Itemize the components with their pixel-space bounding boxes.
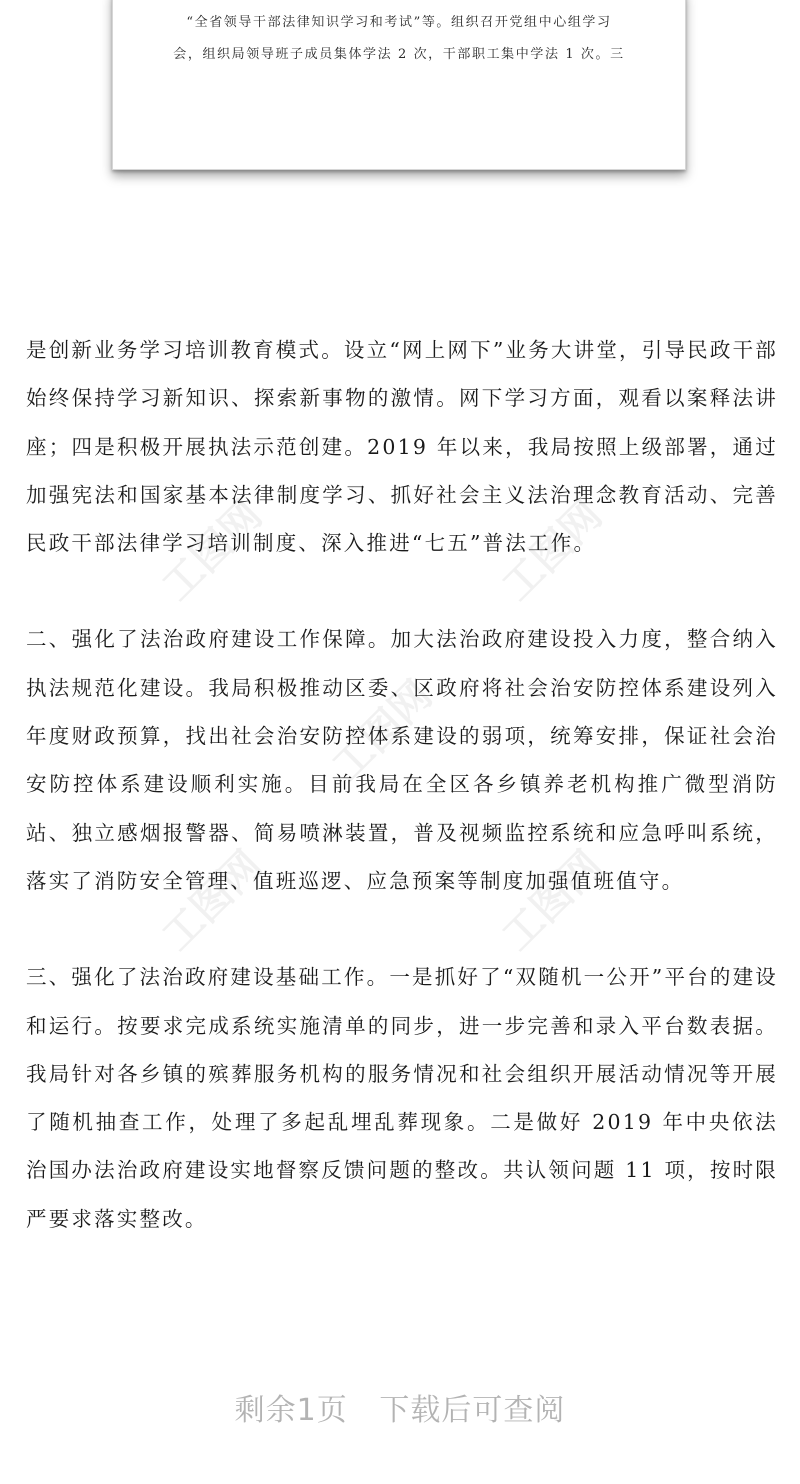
paragraph: 二、强化了法治政府建设工作保障。加大法治政府建设投入力度，整合纳入执法规范化建设。我局积极推动区委、区政府将社会治安防控体系建设列入年度财政预算，找出社会治安防控体系建设的弱项，统筹安排，保证社会治安防控体系建设顺利实施。目前我局在全区各乡镇养老机构推广微型消防站、独立感烟报警器、简易喷淋装置，普及视频监控系统和应急呼叫系统，落实了消防安全管理、值班巡逻、应急预案等制度加强值班值守。 — [26, 627, 778, 893]
paragraph: 是创新业务学习培训教育模式。设立“网上网下”业务大讲堂，引导民政干部始终保持学习新知识、探索新事物的激情。网下学习方面，观看以案释法讲座；四是积极开展执法示范创建。2019 年以来，我局按照上级部署，通过加强宪法和国家基本法律制度学习、抓好社会主义法治理念教育活动、完善民政干部法律学习培训制度、深入推进“七五”普法工作。 — [26, 338, 778, 556]
watermark: 工图网 — [493, 842, 612, 960]
preview-line-2: 会，组织局领导班子成员集体学法 2 次，干部职工集中学法 1 次。三 — [173, 47, 625, 62]
watermark: 工图网 — [323, 672, 442, 790]
remaining-pages-banner[interactable]: 剩余1页 下载后可查阅 — [234, 1393, 566, 1428]
paragraph: 三、强化了法治政府建设基础工作。一是抓好了“双随机一公开”平台的建设和运行。按要求完成系统实施清单的同步，进一步完善和录入平台数表据。我局针对各乡镇的殡葬服务机构的服务情况和社会组织开展活动情况等开展了随机抽查工作，处理了多起乱埋乱葬现象。二是做好 2019 年中央依法治国办法治政府建设实地督察反馈问题的整改。共认领问题 11 项，按时限严要求落实整改。 — [26, 965, 778, 1231]
watermark: 工图网 — [153, 842, 272, 960]
document-body — [26, 326, 778, 1243]
watermark: 工图网 — [153, 492, 272, 610]
preview-line-1: “全省领导干部法律知识学习和考试”等。组织召开党组中心组学习 — [186, 15, 612, 30]
previous-page-preview — [112, 0, 686, 170]
watermark: 工图网 — [493, 492, 612, 610]
